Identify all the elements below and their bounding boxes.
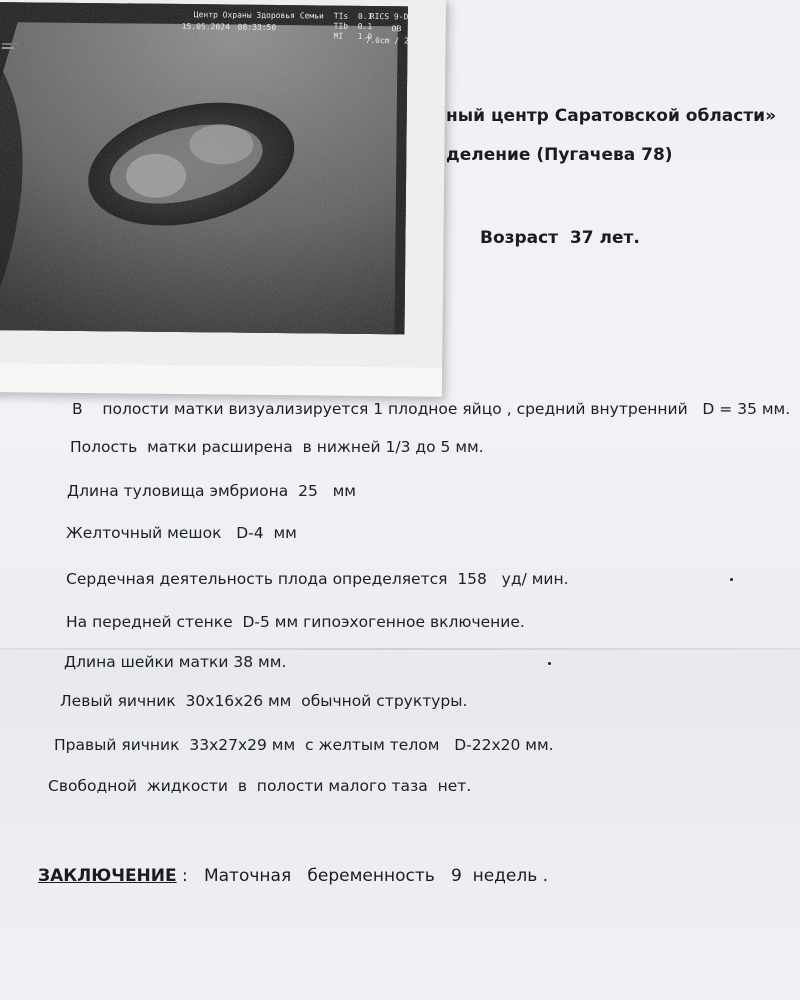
conclusion (38, 866, 548, 886)
us-date: 15.05.2024 (181, 22, 230, 32)
conclusion-colon: : (176, 866, 188, 886)
ultrasound-scan (0, 2, 408, 334)
us-depth: 7.0cm / 2.7 (365, 35, 419, 46)
patient-age: Возраст 37 лет. (480, 228, 640, 248)
header-department: деление (Пугачева 78) (446, 145, 673, 165)
us-time: 08:33:50 (237, 22, 277, 32)
us-probe: RICS 9-D (369, 11, 409, 22)
ultrasound-image (0, 2, 419, 334)
paper-speck (548, 662, 551, 665)
us-tib: TIb 0.1 (333, 21, 373, 32)
finding-line: Длина шейки матки 38 мм. (64, 653, 287, 671)
finding-line: Свободной жидкости в полости малого таза нет. (48, 777, 472, 795)
paper-fold (0, 648, 800, 650)
finding-line: В полости матки визуализируется 1 плодное яйцо , средний внутренний D = 35 мм. (72, 400, 791, 418)
finding-line: Желточный мешок D-4 мм (66, 524, 297, 542)
conclusion-text: Маточная беременность 9 недель . (187, 866, 549, 886)
paper-speck (730, 578, 733, 581)
us-ti: TIs 0.1 (333, 11, 373, 22)
finding-line: Сердечная деятельность плода определяется 158 уд/ мин. (66, 570, 569, 588)
us-mode: OB (391, 24, 402, 34)
finding-line: Длина туловища эмбриона 25 мм (67, 482, 357, 500)
us-mi: MI 1.0 (333, 31, 373, 42)
paper-clip-icon (0, 30, 24, 54)
finding-line: Полость матки расширена в нижней 1/3 до 5 мм. (70, 438, 484, 456)
header-center-name: ный центр Саратовской области» (446, 106, 777, 126)
ultrasound-print (0, 0, 446, 397)
finding-line: Правый яичник 33х27х29 мм с желтым телом D-22х20 мм. (54, 736, 554, 754)
conclusion-label: ЗАКЛЮЧЕНИЕ (38, 866, 177, 886)
us-clinic: Центр Охраны Здоровья Семьи (193, 10, 324, 21)
finding-line: Левый яичник 30х16х26 мм обычной структуры. (60, 692, 468, 710)
finding-line: На передней стенке D-5 мм гипоэхогенное включение. (66, 613, 525, 631)
